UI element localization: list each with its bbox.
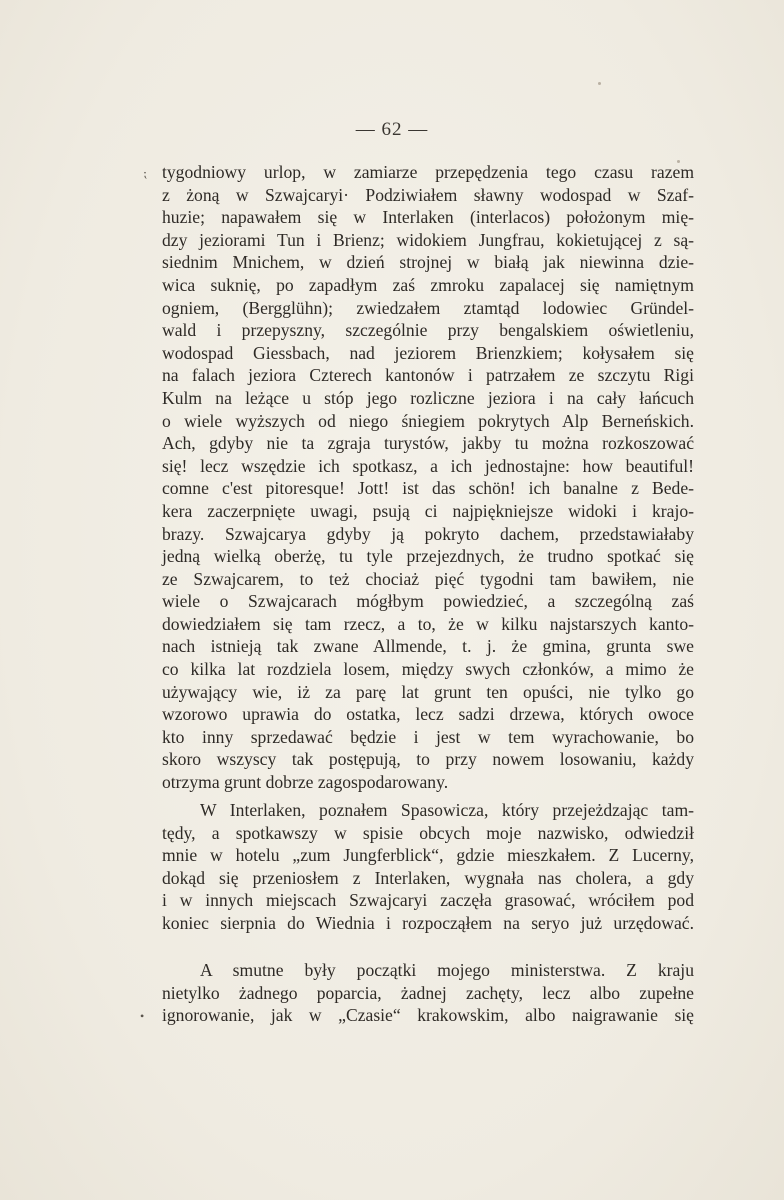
text-line: tygodniowy urlop, w zamiarze przepędzenia tego czasu razem	[162, 162, 694, 182]
text-line: Kulm na leżące u stóp jego rozliczne jeziora i na cały łańcuch	[162, 387, 694, 408]
text-line: nach istnieją tak zwane Allmende, t. j. że gmina, grunta swe	[162, 636, 694, 657]
text-line: mnie w hotelu „zum Jungferblick“, gdzie mieszkałem. Z Lucerny,	[162, 845, 694, 866]
text-line: na falach jeziora Czterech kantonów i patrzałem ze szczytu Rigi	[162, 365, 694, 386]
text-line: ze Szwajcarem, to też chociaż pięć tygodni tam bawiłem, nie	[162, 568, 694, 589]
text-line: skoro wszyscy tak postępują, to przy nowem losowaniu, każdy	[162, 749, 694, 770]
margin-mark: ⁏	[143, 166, 148, 180]
text-line: siednim Mnichem, w dzień strojnej w białą jak niewinna dzie-	[162, 252, 694, 273]
text-line: dokąd się przeniosłem z Interlaken, wygnała nas cholera, a gdy	[162, 867, 694, 888]
text-line: o wiele wyższych od niego śniegiem pokrytych Alp Berneńskich.	[162, 410, 694, 431]
text-line: tędy, a spotkawszy w spisie obcych moje nazwisko, odwiedził	[162, 822, 694, 843]
text-line: i w innych miejscach Szwajcaryi zaczęła grasować, wróciłem pod	[162, 890, 694, 911]
text-line: kera zaczerpnięte uwagi, psują ci najpiękniejsze widoki i krajo-	[162, 500, 694, 521]
text-line: huzie; napawałem się w Interlaken (interlacos) położonym mię-	[162, 207, 694, 228]
text-line: A smutne były początki mojego ministerstwa. Z kraju	[200, 960, 694, 980]
text-line: się! lecz wszędzie ich spotkasz, a ich jednostajne: how beautiful!	[162, 455, 694, 476]
text-line: co kilka lat rozdziela losem, między swych członków, a mimo że	[162, 659, 694, 680]
text-line: jedną wielką oberżę, tu tyle przejezdnych, że trudno spotkać się	[162, 546, 694, 567]
text-line: wzorowo uprawia do ostatka, lecz sadzi drzewa, których owoce	[162, 704, 694, 725]
text-line: brazy. Szwajcarya gdyby ją pokryto dachem, przedstawiałaby	[162, 523, 694, 544]
text-line: kto inny sprzedawać będzie i jest w tem wyrachowanie, bo	[162, 726, 694, 747]
text-line: ignorowanie, jak w „Czasie“ krakowskim, albo naigrawanie się	[162, 1005, 694, 1026]
text-line: otrzyma grunt dobrze zagospodarowany.	[162, 772, 449, 793]
paper-speck	[598, 82, 601, 85]
text-line: używający wie, iż za parę lat grunt ten opuści, nie tylko go	[162, 681, 694, 702]
text-line: wodospad Giessbach, nad jeziorem Brienzkiem; kołysałem się	[162, 342, 694, 363]
text-line: z żoną w Szwajcaryi· Podziwiałem sławny wodospad w Szaf-	[162, 184, 694, 205]
text-line: W Interlaken, poznałem Spasowicza, który przejeżdzając tam-	[200, 800, 694, 820]
text-line: ogniem, (Bergglühn); zwiedzałem ztamtąd lodowiec Gründel-	[162, 297, 694, 318]
page-number: — 62 —	[355, 119, 429, 140]
text-line: wald i przepyszny, szczególnie przy bengalskiem oświetleniu,	[162, 320, 694, 341]
text-line: Ach, gdyby nie ta zgraja turystów, jakby tu można rozkoszować	[162, 433, 694, 454]
text-line: dzy jeziorami Tun i Brienz; widokiem Jungfrau, kokietującej z są-	[162, 229, 694, 250]
text-line: wiele o Szwajcarach mógłbym powiedzieć, a szczególną zaś	[162, 591, 694, 612]
text-line: dowiedziałem się tam rzecz, a to, że w kilku najstarszych kanto-	[162, 613, 694, 634]
margin-mark: •	[140, 1009, 145, 1023]
paragraph	[162, 799, 694, 935]
text-line: nietylko żadnego poparcia, żadnej zachęty, lecz albo zupełne	[162, 982, 694, 1003]
text-line: koniec sierpnia do Wiednia i rozpocząłem na seryo już urzędować.	[162, 912, 694, 933]
paragraph	[162, 959, 694, 1027]
text-line: wica suknię, po zapadłym zaś zmroku zapalacej się namiętnym	[162, 274, 694, 295]
paragraph	[162, 161, 694, 794]
text-line: comne c'est pitoresque! Jott! ist das schön! ich banalne z Bede-	[162, 478, 694, 499]
